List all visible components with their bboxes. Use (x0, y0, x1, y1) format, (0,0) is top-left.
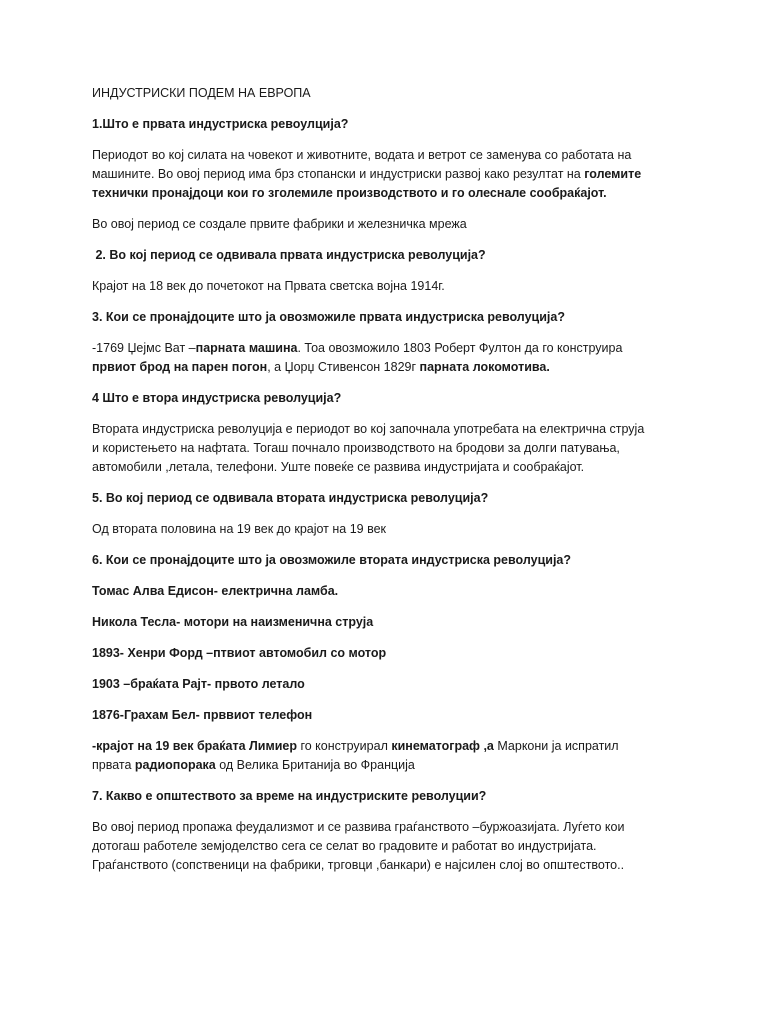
answer-7: Во овој период пропажа феудализмот и се развива граѓанството –буржоазијата. Луѓето кои дотогаш работеле земјоделство сега се селат во градовите и работат во индустријата. Граѓанството (сопственици на фабрики, трговци ,банкари) е најсилен слој во општеството.. (92, 820, 625, 872)
answer-2: Крајот на 18 век до почетокот на Првата светска војна 1914г. (92, 279, 445, 293)
answer-4: Втората индустриска револуција е периодот во кој започнала употребата на електрична струја и користењето на нафтата. Тогаш почнало производството на бродови за долги патувања, автомобили ,летала, телефони. Уште повеќе се развива индустријата и сообраќајот. (92, 422, 645, 474)
invention-item: 1903 –браќата Рајт- првото летало (92, 677, 305, 691)
question-3: 3. Кои се пронајдоците што ја овозможиле првата индустриска револуција? (92, 310, 565, 324)
answer-5: Од втората половина на 19 век до крајот на 19 век (92, 522, 387, 536)
invention-item-cinema: -крајот на 19 век браќата Лимиер го конструирал кинематограф ,а Маркони ја испратил првата радиопорака од Велика Британија во Франција (92, 739, 619, 772)
document-title: ИНДУСТРИСКИ ПОДЕМ НА ЕВРОПА (92, 86, 311, 100)
question-5: 5. Во кој период се одвивала втората индустриска револуција? (92, 491, 489, 505)
invention-item: Никола Тесла- мотори на наизменична струја (92, 615, 374, 629)
answer-1: Периодот во кој силата на човекот и животните, водата и ветрот се заменува со работата на машините. Во овој период има брз стопански и индустриски развој како резултат на големите технички пронајдоци кои го зголемиле производството и го олеснале сообраќајот. (92, 148, 642, 200)
answer-3: -1769 Џејмс Ват –парната машина. Тоа овозможило 1803 Роберт Фултон да го конструира првиот брод на парен погон, а Џорџ Стивенсон 1829г парната локомотива. (92, 341, 623, 374)
invention-item: 1876-Грахам Бел- прввиот телефон (92, 708, 313, 722)
invention-item: Томас Алва Едисон- електрична ламба. (92, 584, 339, 598)
question-4: 4 Што е втора индустриска револуција? (92, 391, 342, 405)
question-6: 6. Кои се пронајдоците што ја овозможиле втората индустриска револуција? (92, 553, 572, 567)
document-page (92, 84, 692, 887)
question-1: 1.Што е првата индустриска ревоулција? (92, 117, 349, 131)
question-2: 2. Во кој период се одвивала првата индустриска револуција? (92, 248, 486, 262)
question-7: 7. Какво е општеството за време на индустриските револуции? (92, 789, 487, 803)
answer-1-paragraph-2: Во овој период се создале првите фабрики и железничка мрежа (92, 217, 467, 231)
invention-item: 1893- Хенри Форд –птвиот автомобил со мотор (92, 646, 387, 660)
